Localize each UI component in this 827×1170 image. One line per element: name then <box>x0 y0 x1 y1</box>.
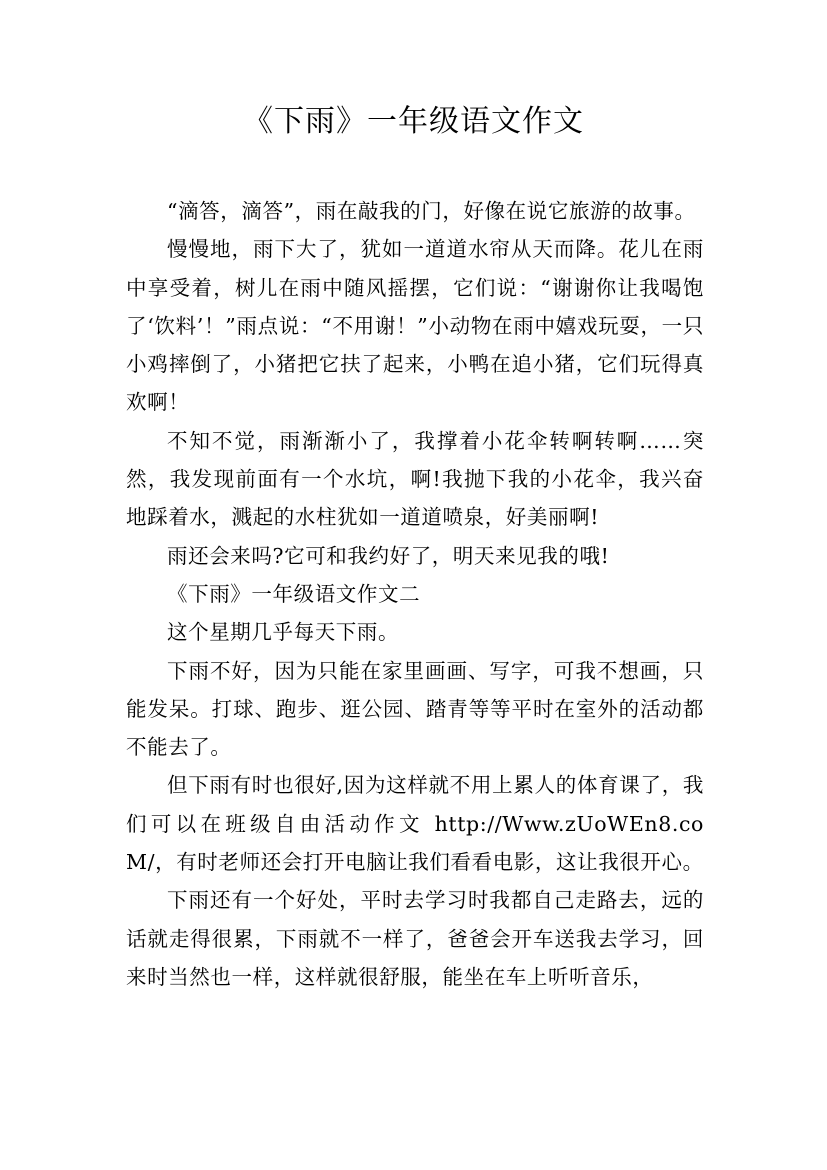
paragraph: 下雨还有一个好处，平时去学习时我都自己走路去，远的话就走得很累，下雨就不一样了，爸爸会开车送我去学习，回来时当然也一样，这样就很舒服，能坐在车上听听音乐， <box>126 888 704 989</box>
paragraph: 慢慢地，雨下大了，犹如一道道水帘从天而降。花儿在雨中享受着，树儿在雨中随风摇摆，它们说：“谢谢你让我喝饱了‘饮料’！”雨点说：“不用谢！”小动物在雨中嬉戏玩耍，一只小鸡摔倒了，小猪把它扶了起来，小鸭在追小猪，它们玩得真欢啊！ <box>126 237 704 415</box>
paragraph: 下雨不好，因为只能在家里画画、写字，可我不想画，只能发呆。打球、跑步、逛公园、踏青等等平时在室外的活动都不能去了。 <box>126 658 704 760</box>
section-heading: 《下雨》一年级语文作文二 <box>167 581 421 606</box>
document-title: 《下雨》一年级语文作文 <box>243 104 584 139</box>
paragraph: “滴答，滴答”，雨在敲我的门，好像在说它旅游的故事。 <box>167 199 696 223</box>
paragraph: 不知不觉，雨渐渐小了，我撑着小花伞转啊转啊……突然，我发现前面有一个水坑，啊!我抛下我的小花伞，我兴奋地踩着水，溅起的水柱犹如一道道喷泉，好美丽啊! <box>126 428 704 530</box>
document-body <box>126 192 704 996</box>
paragraph: 雨还会来吗?它可和我约好了，明天来见我的哦! <box>167 543 610 568</box>
paragraph: 这个星期几乎每天下雨。 <box>167 620 400 645</box>
paragraph: 但下雨有时也很好,因为这样就不用上累人的体育课了，我们可以在班级自由活动作文 http://Www.zUoWEn8.coM/，有时老师还会打开电脑让我们看看电影，这让我很开心。 <box>126 773 704 875</box>
